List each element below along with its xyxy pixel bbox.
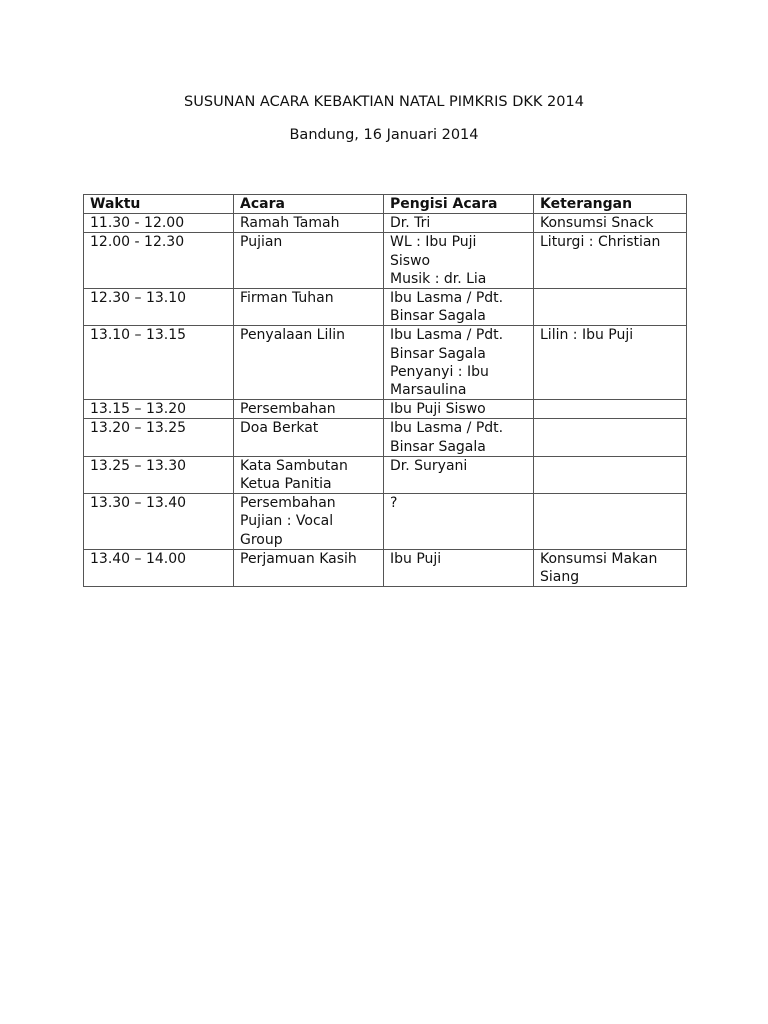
header-keterangan: Keterangan <box>534 195 687 214</box>
cell-pengisi-acara: WL : Ibu Puji Siswo Musik : dr. Lia <box>384 233 534 289</box>
cell-acara: Pujian <box>234 233 384 289</box>
table-row <box>84 419 687 456</box>
header-waktu: Waktu <box>84 195 234 214</box>
table-row <box>84 233 687 289</box>
cell-acara: Doa Berkat <box>234 419 384 456</box>
cell-waktu: 11.30 - 12.00 <box>84 214 234 233</box>
cell-waktu: 13.25 – 13.30 <box>84 456 234 493</box>
table-row <box>84 214 687 233</box>
cell-pengisi-acara: ? <box>384 494 534 550</box>
cell-keterangan: Konsumsi Snack <box>534 214 687 233</box>
cell-waktu: 13.30 – 13.40 <box>84 494 234 550</box>
table-header-row <box>84 195 687 214</box>
cell-acara: Persembahan <box>234 400 384 419</box>
cell-pengisi-acara: Dr. Suryani <box>384 456 534 493</box>
cell-acara: Ramah Tamah <box>234 214 384 233</box>
cell-waktu: 12.30 – 13.10 <box>84 289 234 326</box>
cell-pengisi-acara: Dr. Tri <box>384 214 534 233</box>
cell-keterangan <box>534 419 687 456</box>
header-acara: Acara <box>234 195 384 214</box>
table-row <box>84 289 687 326</box>
cell-waktu: 12.00 - 12.30 <box>84 233 234 289</box>
cell-pengisi-acara: Ibu Puji <box>384 549 534 586</box>
cell-pengisi-acara: Ibu Puji Siswo <box>384 400 534 419</box>
document-title: SUSUNAN ACARA KEBAKTIAN NATAL PIMKRIS DKK 2014 <box>184 94 584 110</box>
document-subtitle: Bandung, 16 Januari 2014 <box>289 127 479 143</box>
table-row <box>84 456 687 493</box>
cell-keterangan: Liturgi : Christian <box>534 233 687 289</box>
cell-pengisi-acara: Ibu Lasma / Pdt. Binsar Sagala Penyanyi : Ibu Marsaulina <box>384 326 534 400</box>
cell-acara: Persembahan Pujian : Vocal Group <box>234 494 384 550</box>
cell-acara: Penyalaan Lilin <box>234 326 384 400</box>
cell-keterangan: Konsumsi Makan Siang <box>534 549 687 586</box>
table-row <box>84 494 687 550</box>
header-pengisi-acara: Pengisi Acara <box>384 195 534 214</box>
cell-pengisi-acara: Ibu Lasma / Pdt. Binsar Sagala <box>384 419 534 456</box>
cell-waktu: 13.10 – 13.15 <box>84 326 234 400</box>
cell-keterangan <box>534 400 687 419</box>
cell-keterangan <box>534 456 687 493</box>
table-row <box>84 326 687 400</box>
cell-waktu: 13.40 – 14.00 <box>84 549 234 586</box>
cell-acara: Firman Tuhan <box>234 289 384 326</box>
cell-waktu: 13.15 – 13.20 <box>84 400 234 419</box>
cell-keterangan <box>534 494 687 550</box>
cell-acara: Kata Sambutan Ketua Panitia <box>234 456 384 493</box>
cell-pengisi-acara: Ibu Lasma / Pdt. Binsar Sagala <box>384 289 534 326</box>
cell-acara: Perjamuan Kasih <box>234 549 384 586</box>
cell-keterangan: Lilin : Ibu Puji <box>534 326 687 400</box>
cell-keterangan <box>534 289 687 326</box>
cell-waktu: 13.20 – 13.25 <box>84 419 234 456</box>
table-row <box>84 549 687 586</box>
table-row <box>84 400 687 419</box>
schedule-table <box>83 194 687 587</box>
